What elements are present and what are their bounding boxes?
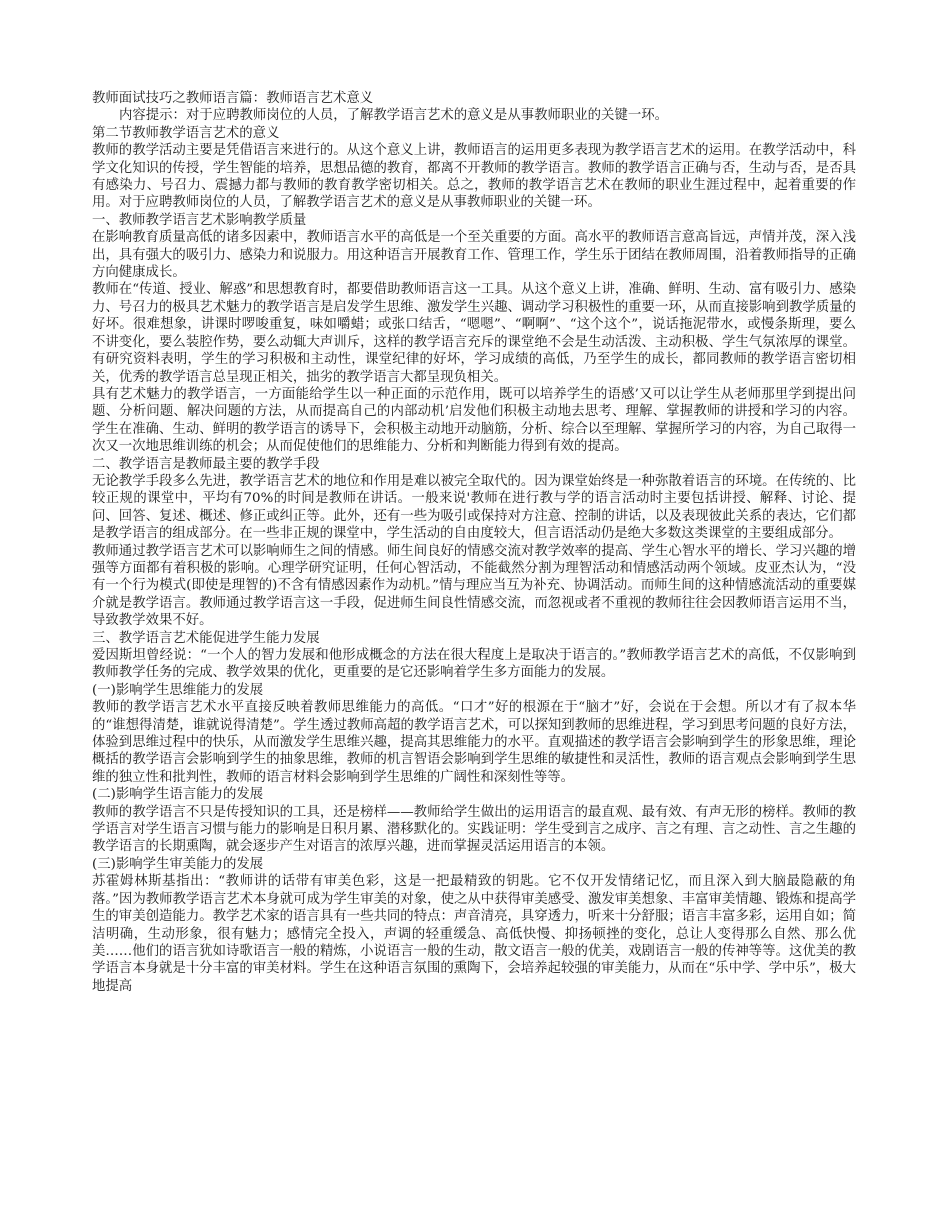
paragraph: 苏霍姆林斯基指出：“教师讲的话带有审美色彩，这是一把最精致的钥匙。它不仅开发情绪记忆，而且深入到大脑最隐蔽的角落。”因为教师教学语言艺术本身就可成为学生审美的对象，使之从中获得审美感受、激发审美想象、丰富审美情趣、锻炼和提高学生的审美创造能力。教学艺术家的语言具有一些共同的特点：声音清亮，具穿透力，听来十分舒服；语言丰富多彩，运用自如；简洁明确，生动形象，很有魅力；感情完全投入，声调的轻重缓急、高低快慢、抑扬顿挫的变化，总让人变得那么自然、那么优美……他们的语言犹如诗歌语言一般的精炼，小说语言一般的生动，散文语言一般的优美，戏剧语言一般的传神等等。这优美的教学语言本身就是十分丰富的审美材料。学生在这种语言氛围的熏陶下，会培养起较强的审美能力，从而在“乐中学、学中乐”，极大地提高 — [92, 874, 856, 994]
heading-teaching-means: 二、教学语言是教师最主要的教学手段 — [92, 456, 320, 472]
paragraph: 在影响教育质量高低的诸多因素中，教师语言水平的高低是一个至关重要的方面。高水平的教师语言意高旨远，声情并茂，深入浅出，具有强大的吸引力、感染力和说服力。用这种语言开展教育工作、管理工作，学生乐于团结在教师周围，沿着教师指导的正确方向健康成长。 — [92, 230, 856, 281]
heading-quality: 一、教师教学语言艺术影响教学质量 — [92, 212, 307, 228]
paragraph: 爱因斯坦曾经说：“一个人的智力发展和他形成概念的方法在很大程度上是取决于语言的。”教师教学语言艺术的高低，不仅影响到教师教学任务的完成、教学效果的优化，更重要的是它还影响着学生多方面能力的发展。 — [92, 648, 856, 681]
section-title: 第二节教师教学语言艺术的意义 — [92, 125, 280, 141]
paragraph: 教师在“传道、授业、解惑”和思想教育时，都要借助教师语言这一工具。从这个意义上讲，准确、鲜明、生动、富有吸引力、感染力、号召力的极具艺术魅力的教学语言是启发学生思维、激发学生兴趣、调动学习积极性的重要一环，从而直接影响到教学质量的好坏。很难想象，讲课时啰唆重复，味如嚼蜡；或张口结舌，“嗯嗯”、“啊啊”、“这个这个”，说话拖泥带水，或慢条斯理，要么不讲变化，要么装腔作势，要么动辄大声训斥，这样的教学语言充斥的课堂绝不会是生动活泼、主动积极、学生气氛浓厚的课堂。有研究资料表明，学生的学习积极和主动性，课堂纪律的好坏，学习成绩的高低，乃至学生的成长，都同教师的教学语言密切相关，优秀的教学语言总呈现正相关，拙劣的教学语言大都呈现负相关。 — [92, 282, 856, 385]
paragraph: 教师通过教学语言艺术可以影响师生之间的情感。师生间良好的情感交流对教学效率的提高、学生心智水平的增长、学习兴趣的增强等方面都有着积极的影响。心理学研究证明，任何心智活动，不能截然分割为理智活动和情感活动两个领域。皮亚杰认为，“没有一个行为模式(即使是理智的)不含有情感因素作为动机。”情与理应当互为补充、协调活动。而师生间的这种情感流活动的重要媒介就是教学语言。教师通过教学语言这一手段，促进师生间良性情感交流，而忽视或者不重视的教师往往会因教师语言运用不当，导致教学效果不好。 — [92, 543, 856, 629]
paragraph: 教师的教学语言艺术水平直接反映着教师思维能力的高低。“口才”好的根源在于“脑才”好，会说在于会想。所以才有了叔本华的“谁想得清楚，谁就说得清楚”。学生透过教师高超的教学语言艺术，可以探知到教师的思维进程，学习到思考问题的良好方法，体验到思维过程中的快乐，从而激发学生思维兴趣，提高其思维能力的水平。直观描述的教学语言会影响到学生的形象思维，理论概括的教学语言会影响到学生的抽象思维，教师的机言智语会影响到学生思维的敏捷性和灵活性，教师的语言观点会影响到学生思维的独立性和批判性，教师的语言材料会影响到学生思维的广阔性和深刻性等等。 — [92, 700, 856, 785]
content-summary: 内容提示：对于应聘教师岗位的人员，了解教学语言艺术的意义是从事教师职业的关键一环。 — [119, 108, 669, 124]
subheading-language: (二)影响学生语言能力的发展 — [92, 787, 264, 803]
document-title: 教师面试技巧之教师语言篇：教师语言艺术意义 — [92, 91, 374, 106]
heading-ability: 三、教学语言艺术能促进学生能力发展 — [92, 630, 320, 646]
document-page — [92, 90, 856, 995]
subheading-aesthetic: (三)影响学生审美能力的发展 — [92, 856, 264, 872]
intro-paragraph: 教师的教学活动主要是凭借语言来进行的。从这个意义上讲，教师语言的运用更多表现为教学语言艺术的运用。在教学活动中，科学文化知识的传授，学生智能的培养，思想品德的教育，都离不开教师的教学语言。教师的教学语言正确与否，生动与否，是否具有感染力、号召力、震撼力都与教师的教育教学密切相关。总之，教师的教学语言艺术在教师的职业生涯过程中，起着重要的作用。对于应聘教师岗位的人员，了解教学语言艺术的意义是从事教师职业的关键一环。 — [92, 143, 856, 211]
subheading-thinking: (一)影响学生思维能力的发展 — [92, 682, 264, 698]
paragraph: 无论教学手段多么先进，教学语言艺术的地位和作用是难以被完全取代的。因为课堂始终是一种弥散着语言的环境。在传统的、比较正规的课堂中，平均有70%的时间是教师在讲话。一般来说'教师在进行教与学的语言活动时主要包括讲授、解释、讨论、提问、回答、复述、概述、修正或纠正等。此外，还有一些为吸引或保持对方注意、控制的讲话，以及表现彼此关系的表达，它们都是教学语言的组成部分。在一些非正规的课堂中，学生活动的自由度较大，但言语活动仍是绝大多数这类课堂的主要组成部分。 — [92, 473, 856, 542]
paragraph: 教师的教学语言不只是传授知识的工具，还是榜样——教师给学生做出的运用语言的最直观、最有效、有声无形的榜样。教师的教学语言对学生语言习惯与能力的影响是日积月累、潜移默化的。实践证明：学生受到言之成序、言之有理、言之动性、言之生趣的教学语言的长期熏陶，就会逐步产生对语言的浓厚兴趣，进而掌握灵活运用语言的本领。 — [92, 804, 856, 855]
paragraph: 具有艺术魅力的教学语言，一方面能给学生以一种正面的示范作用，既可以培养学生的语感’又可以让学生从老师那里学到提出问题、分析问题、解决问题的方法，从而提高自己的内部动机’启发他们积极主动地去思考、理解、掌握教师的讲授和学习的内容。学生在准确、生动、鲜明的教学语言的诱导下，会积极主动地开动脑筋，分析、综合以至理解、掌握所学习的内容，为自己取得一次又一次地思维训练的机会；从而促使他们的思维能力、分析和判断能力得到有效的提高。 — [92, 386, 856, 455]
